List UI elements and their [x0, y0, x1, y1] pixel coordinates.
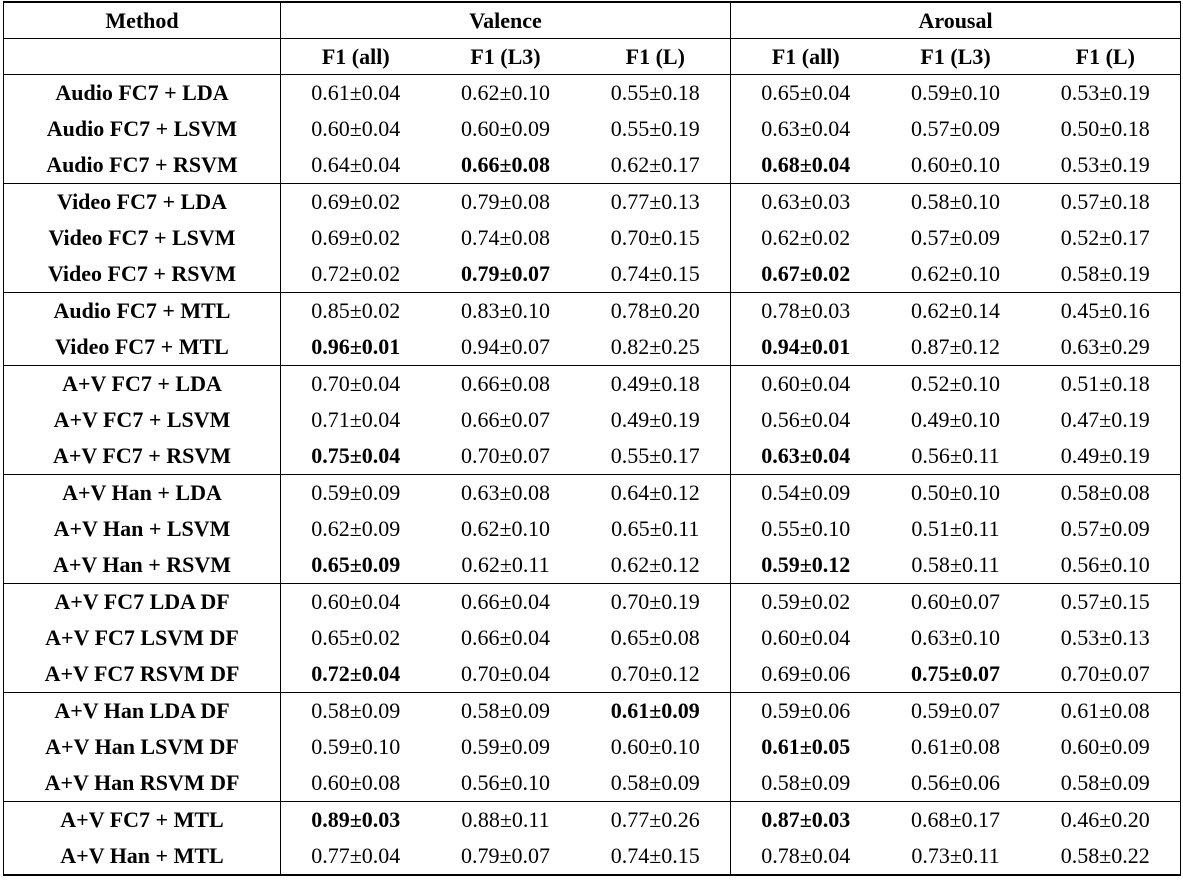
table-row [4, 402, 1181, 438]
value-cell: 0.74±0.08 [460, 225, 551, 250]
value-cell: 0.60±0.04 [761, 625, 851, 650]
value-cell: 0.69±0.06 [761, 661, 851, 686]
value-cell: 0.55±0.10 [761, 516, 851, 541]
method-cell: Video FC7 + LDA [4, 184, 281, 221]
value-cell: 0.60±0.07 [881, 584, 1031, 621]
value-cell: 0.55±0.19 [581, 111, 731, 147]
row-group [4, 584, 1181, 693]
row-group [4, 293, 1181, 366]
value-cell: 0.58±0.09 [1031, 765, 1181, 802]
method-cell: A+V FC7 + MTL [4, 802, 281, 839]
value-cell: 0.60±0.09 [1031, 729, 1181, 765]
value-cell: 0.55±0.17 [581, 438, 731, 475]
value-cell: 0.66±0.08 [460, 152, 551, 177]
table-row [4, 620, 1181, 656]
value-cell: 0.70±0.12 [581, 656, 731, 693]
value-cell: 0.60±0.04 [731, 366, 881, 403]
value-cell: 0.56±0.10 [1031, 547, 1181, 584]
table-row [4, 366, 1181, 403]
value-cell: 0.70±0.07 [1031, 656, 1181, 693]
value-cell: 0.79±0.07 [431, 838, 581, 875]
value-cell: 0.59±0.07 [881, 693, 1031, 730]
value-cell: 0.87±0.03 [731, 802, 881, 839]
value-cell: 0.89±0.03 [281, 802, 431, 839]
table-header [4, 2, 1181, 75]
value-cell: 0.56±0.04 [761, 407, 851, 432]
value-cell: 0.45±0.16 [1031, 293, 1181, 330]
value-cell: 0.83±0.10 [431, 293, 581, 330]
arousal-f1-l-header: F1 (L) [1031, 39, 1181, 75]
value-cell: 0.88±0.11 [431, 802, 581, 839]
value-cell: 0.59±0.06 [731, 693, 881, 730]
value-cell: 0.62±0.14 [881, 293, 1031, 330]
value-cell: 0.49±0.19 [1031, 438, 1181, 475]
value-cell: 0.64±0.12 [581, 475, 731, 512]
table-row [4, 802, 1181, 839]
value-cell: 0.50±0.18 [1031, 111, 1181, 147]
value-cell: 0.49±0.19 [581, 402, 731, 438]
method-cell: Video FC7 + MTL [4, 329, 281, 366]
value-cell: 0.61±0.05 [761, 734, 851, 759]
method-cell: A+V FC7 RSVM DF [4, 656, 281, 693]
value-cell: 0.50±0.10 [881, 475, 1031, 512]
table-row [4, 111, 1181, 147]
value-cell: 0.65±0.11 [581, 511, 731, 547]
value-cell: 0.71±0.04 [311, 407, 401, 432]
method-cell: Audio FC7 + LDA [4, 75, 281, 112]
value-cell: 0.77±0.13 [581, 184, 731, 221]
method-cell: A+V Han RSVM DF [4, 765, 281, 802]
value-cell: 0.57±0.09 [910, 116, 1001, 141]
table-row [4, 547, 1181, 584]
value-cell: 0.53±0.19 [1031, 75, 1181, 112]
value-cell: 0.70±0.04 [281, 366, 431, 403]
value-cell: 0.63±0.04 [761, 443, 851, 468]
value-cell: 0.68±0.17 [881, 802, 1031, 839]
value-cell: 0.57±0.15 [1031, 584, 1181, 621]
value-cell: 0.70±0.04 [460, 661, 551, 686]
results-table [3, 1, 1181, 876]
value-cell: 0.62±0.10 [460, 516, 551, 541]
value-cell: 0.62±0.02 [761, 225, 851, 250]
value-cell: 0.53±0.13 [1031, 620, 1181, 656]
method-cell: A+V FC7 + LSVM [4, 402, 281, 438]
value-cell: 0.61±0.09 [581, 693, 731, 730]
value-cell: 0.65±0.02 [311, 625, 401, 650]
value-cell: 0.74±0.15 [581, 838, 731, 875]
method-cell: A+V FC7 + LDA [4, 366, 281, 403]
method-cell: A+V Han + LSVM [4, 511, 281, 547]
value-cell: 0.62±0.17 [581, 147, 731, 184]
table-row [4, 256, 1181, 293]
method-header: Method [4, 2, 281, 39]
value-cell: 0.75±0.07 [910, 661, 1001, 686]
value-cell: 0.46±0.20 [1031, 802, 1181, 839]
arousal-f1-l3-header: F1 (L3) [881, 39, 1031, 75]
value-cell: 0.60±0.09 [460, 116, 551, 141]
method-cell: A+V Han LSVM DF [4, 729, 281, 765]
value-cell: 0.63±0.29 [1031, 329, 1181, 366]
value-cell: 0.49±0.10 [910, 407, 1001, 432]
value-cell: 0.78±0.04 [731, 838, 881, 875]
value-cell: 0.60±0.10 [910, 152, 1001, 177]
value-cell: 0.66±0.04 [460, 625, 551, 650]
value-cell: 0.72±0.04 [311, 661, 401, 686]
value-cell: 0.63±0.10 [910, 625, 1001, 650]
table-row [4, 765, 1181, 802]
row-group [4, 366, 1181, 475]
value-cell: 0.58±0.22 [1031, 838, 1181, 875]
value-cell: 0.58±0.11 [911, 552, 1000, 577]
value-cell: 0.61±0.04 [311, 80, 401, 105]
value-cell: 0.79±0.08 [431, 184, 581, 221]
method-cell: A+V FC7 + RSVM [4, 438, 281, 475]
value-cell: 0.59±0.10 [910, 80, 1001, 105]
value-cell: 0.62±0.12 [581, 547, 731, 584]
method-cell: A+V FC7 LSVM DF [4, 620, 281, 656]
value-cell: 0.57±0.18 [1031, 184, 1181, 221]
value-cell: 0.59±0.02 [731, 584, 881, 621]
value-cell: 0.94±0.07 [460, 334, 551, 359]
row-group [4, 802, 1181, 876]
valence-header: Valence [281, 2, 731, 39]
value-cell: 0.51±0.18 [1031, 366, 1181, 403]
value-cell: 0.65±0.04 [761, 80, 851, 105]
value-cell: 0.63±0.08 [431, 475, 581, 512]
value-cell: 0.60±0.04 [311, 116, 401, 141]
value-cell: 0.59±0.12 [761, 552, 851, 577]
value-cell: 0.70±0.15 [581, 220, 731, 256]
value-cell: 0.68±0.04 [761, 152, 851, 177]
value-cell: 0.73±0.11 [881, 838, 1031, 875]
value-cell: 0.77±0.04 [281, 838, 431, 875]
value-cell: 0.62±0.11 [461, 552, 550, 577]
row-group [4, 184, 1181, 293]
value-cell: 0.78±0.03 [731, 293, 881, 330]
value-cell: 0.59±0.10 [311, 734, 401, 759]
value-cell: 0.87±0.12 [910, 334, 1001, 359]
value-cell: 0.85±0.02 [281, 293, 431, 330]
value-cell: 0.56±0.11 [911, 443, 1000, 468]
value-cell: 0.55±0.18 [581, 75, 731, 112]
value-cell: 0.58±0.09 [281, 693, 431, 730]
table-row [4, 438, 1181, 475]
value-cell: 0.70±0.19 [581, 584, 731, 621]
value-cell: 0.67±0.02 [761, 261, 851, 286]
value-cell: 0.60±0.04 [281, 584, 431, 621]
value-cell: 0.52±0.10 [881, 366, 1031, 403]
value-cell: 0.61±0.08 [1031, 693, 1181, 730]
value-cell: 0.52±0.17 [1031, 220, 1181, 256]
value-cell: 0.79±0.07 [460, 261, 551, 286]
table-row [4, 75, 1181, 112]
value-cell: 0.77±0.26 [581, 802, 731, 839]
value-cell: 0.70±0.07 [460, 443, 551, 468]
valence-f1-l-header: F1 (L) [581, 39, 731, 75]
value-cell: 0.56±0.06 [910, 770, 1001, 795]
table-row [4, 475, 1181, 512]
value-cell: 0.65±0.09 [311, 552, 401, 577]
table-row [4, 838, 1181, 875]
value-cell: 0.62±0.10 [910, 261, 1001, 286]
method-cell: A+V FC7 LDA DF [4, 584, 281, 621]
table-row [4, 729, 1181, 765]
value-cell: 0.53±0.19 [1031, 147, 1181, 184]
value-cell: 0.51±0.11 [911, 516, 1000, 541]
method-cell: A+V Han + RSVM [4, 547, 281, 584]
table-row [4, 656, 1181, 693]
table-row [4, 293, 1181, 330]
table-row [4, 511, 1181, 547]
value-cell: 0.66±0.08 [431, 366, 581, 403]
value-cell: 0.64±0.04 [311, 152, 401, 177]
value-cell: 0.54±0.09 [731, 475, 881, 512]
value-cell: 0.58±0.09 [431, 693, 581, 730]
method-cell: Video FC7 + RSVM [4, 256, 281, 293]
value-cell: 0.65±0.08 [581, 620, 731, 656]
arousal-header: Arousal [731, 2, 1181, 39]
table-row [4, 147, 1181, 184]
value-cell: 0.66±0.04 [431, 584, 581, 621]
value-cell: 0.60±0.10 [581, 729, 731, 765]
value-cell: 0.59±0.09 [281, 475, 431, 512]
value-cell: 0.58±0.19 [1031, 256, 1181, 293]
value-cell: 0.47±0.19 [1031, 402, 1181, 438]
method-cell: Audio FC7 + MTL [4, 293, 281, 330]
value-cell: 0.69±0.02 [281, 184, 431, 221]
arousal-f1-all-header: F1 (all) [731, 39, 881, 75]
value-cell: 0.78±0.20 [581, 293, 731, 330]
value-cell: 0.72±0.02 [311, 261, 401, 286]
value-cell: 0.60±0.08 [311, 770, 401, 795]
value-cell: 0.82±0.25 [581, 329, 731, 366]
value-cell: 0.94±0.01 [761, 334, 851, 359]
value-cell: 0.57±0.09 [1031, 511, 1181, 547]
method-cell: A+V Han + LDA [4, 475, 281, 512]
value-cell: 0.63±0.03 [731, 184, 881, 221]
table-row [4, 329, 1181, 366]
value-cell: 0.58±0.09 [761, 770, 851, 795]
valence-f1-l3-header: F1 (L3) [431, 39, 581, 75]
value-cell: 0.58±0.09 [581, 765, 731, 802]
row-group [4, 475, 1181, 584]
value-cell: 0.56±0.10 [460, 770, 551, 795]
value-cell: 0.57±0.09 [910, 225, 1001, 250]
value-cell: 0.66±0.07 [460, 407, 551, 432]
table-row [4, 693, 1181, 730]
valence-f1-all-header: F1 (all) [281, 39, 431, 75]
value-cell: 0.74±0.15 [581, 256, 731, 293]
method-cell: Audio FC7 + LSVM [4, 111, 281, 147]
value-cell: 0.58±0.08 [1031, 475, 1181, 512]
row-group [4, 75, 1181, 184]
value-cell: 0.62±0.09 [311, 516, 401, 541]
value-cell: 0.62±0.10 [460, 80, 551, 105]
method-cell: Audio FC7 + RSVM [4, 147, 281, 184]
table-row [4, 584, 1181, 621]
row-group [4, 693, 1181, 802]
method-cell: A+V Han + MTL [4, 838, 281, 875]
value-cell: 0.58±0.10 [881, 184, 1031, 221]
value-cell: 0.75±0.04 [311, 443, 401, 468]
method-cell: A+V Han LDA DF [4, 693, 281, 730]
table-row [4, 184, 1181, 221]
value-cell: 0.61±0.08 [910, 734, 1001, 759]
table-row [4, 220, 1181, 256]
method-subheader-empty [4, 39, 281, 75]
value-cell: 0.49±0.18 [581, 366, 731, 403]
value-cell: 0.96±0.01 [311, 334, 401, 359]
value-cell: 0.63±0.04 [761, 116, 851, 141]
value-cell: 0.59±0.09 [460, 734, 551, 759]
method-cell: Video FC7 + LSVM [4, 220, 281, 256]
value-cell: 0.69±0.02 [311, 225, 401, 250]
